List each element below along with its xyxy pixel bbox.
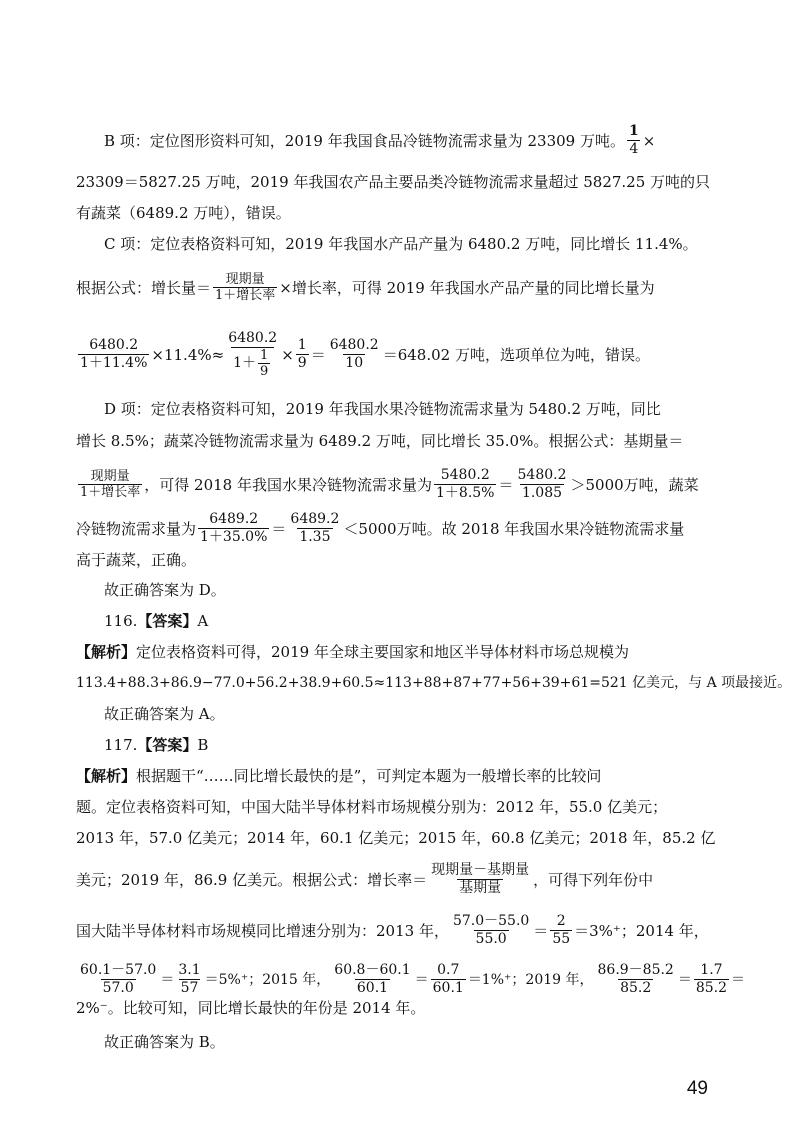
fraction-d4 (198, 511, 269, 546)
q117-line-6 (76, 962, 746, 997)
para-c-text-3a: ×11.4%≈ (151, 345, 225, 364)
times-sign: × (281, 345, 294, 364)
para-d-text-4a: 冷链物流需求量为 (76, 519, 197, 538)
fraction-num: 5480.2 (517, 467, 567, 483)
equals-sign: ＝ (271, 519, 287, 538)
q117-line-3 (76, 827, 714, 849)
fraction-base-formula (78, 469, 142, 500)
equals-sign: ＝ (533, 921, 549, 940)
fraction-num: 现期量 (90, 469, 130, 484)
para-d-text-3a: ，可得 2018 年我国水果冷链物流需求量为 (144, 475, 432, 494)
fraction-den: 1＋35.0% (200, 529, 268, 545)
para-c-text-2b: ×增长率，可得 2019 年我国水产品产量的同比增长量为 (279, 278, 655, 297)
q117-text-3: 2013 年，57.0 亿美元；2014 年，60.1 亿美元；2015 年，60.8 亿美元；2018 年，85.2 亿 (76, 829, 716, 847)
answer-label: 【答案】 (137, 736, 198, 754)
para-d-text-1: D 项：定位表格资料可知，2019 年我国水果冷链物流需求量为 5480.2 万吨，同比 (104, 400, 661, 418)
fraction-den: 1.085 (521, 485, 563, 501)
fraction-2013-b (550, 913, 572, 948)
fraction-num: 现期量－基期量 (431, 862, 530, 878)
fraction-den: 1.35 (299, 529, 331, 545)
para-c-text-1: C 项：定位表格资料可知，2019 年我国水产品产量为 6480.2 万吨，同比增长 11.4%。 (104, 235, 698, 253)
answer-value: B (197, 736, 209, 754)
q117-text-5c: ＝3%⁺；2014 年， (574, 921, 709, 940)
para-d-line-6 (104, 579, 714, 601)
q116-text-1: 定位表格资料可得，2019 年全球主要国家和地区半导体材料市场总规模为 (136, 643, 629, 661)
answer-value: A (197, 612, 209, 630)
fraction-num: 60.8－60.1 (334, 962, 411, 978)
fraction-num: 6480.2 (89, 337, 139, 353)
fraction-num: 现期量 (225, 272, 265, 287)
fraction-num: 1 (629, 123, 639, 139)
analysis-label: 【解析】 (76, 767, 137, 785)
q116-text-2: 113.4+88.3+86.9−77.0+56.2+38.9+60.5≈113+88+87+77+56+39+61=521 亿美元，与 A 项最接近。 (76, 675, 792, 691)
fraction-rate-formula (429, 862, 531, 897)
fraction-den: 9 (260, 364, 269, 379)
fraction-num: 57.0－55.0 (452, 913, 530, 929)
q117-text-4b: ，可得下列年份中 (533, 870, 654, 889)
fraction-den: 1＋增长率 (80, 485, 141, 500)
answer-line-117: 故正确答案为 B。 (104, 1033, 225, 1051)
fraction-num: 60.1－57.0 (80, 962, 157, 978)
para-b-line-3 (76, 202, 714, 224)
fraction-quarter (627, 123, 641, 158)
q117-header (104, 734, 714, 756)
q117-line-4 (76, 862, 714, 897)
q117-text-6d: ＝1%⁺；2019 年， (467, 971, 594, 988)
fraction-2019-b (694, 962, 729, 997)
fraction-den: 57 (180, 980, 199, 996)
q116-header (104, 610, 714, 632)
fraction-2014-b (176, 962, 202, 997)
para-c-line-3 (76, 330, 714, 379)
fraction-2015-a (332, 962, 412, 997)
question-number: 116. (104, 612, 138, 630)
fraction-num: 6480.2 (329, 337, 379, 353)
para-d-text-5: 高于蔬菜，正确。 (76, 551, 197, 569)
para-c-line-1 (104, 233, 714, 255)
para-d-text-2: 增长 8.5%；蔬菜冷链物流需求量为 6489.2 万吨，同比增长 35.0%。根据公式：基期量＝ (76, 432, 684, 450)
para-b-line-1 (104, 123, 714, 158)
equals-sign: ＝ (498, 475, 514, 494)
para-c-text-2a: 根据公式：增长量＝ (76, 278, 212, 297)
fraction-2019-a (596, 962, 676, 997)
q117-text-6b: ＝5%⁺；2015 年， (204, 971, 331, 988)
equals-sign: ＝ (160, 971, 175, 988)
fraction-d3 (516, 467, 569, 502)
equals-sign: ＝ (414, 971, 429, 988)
fraction-num: 3.1 (178, 962, 201, 978)
fraction-c4 (328, 337, 381, 372)
q117-text-4a: 美元；2019 年，86.9 亿美元。根据公式：增长率＝ (76, 870, 428, 889)
q117-text-5a: 国大陆半导体材料市场规模同比增速分别为：2013 年， (76, 921, 449, 940)
para-b-text-2: 23309＝5827.25 万吨，2019 年我国农产品主要品类冷链物流需求量超过 5827.25 万吨的只 (76, 173, 711, 191)
q117-text-7: 2%⁻。比较可知，同比增长最快的年份是 2014 年。 (76, 999, 426, 1017)
equals-sign: ＝ (310, 345, 326, 364)
para-d-line-4 (76, 511, 714, 546)
fraction-den: 55 (552, 931, 571, 947)
answer-line-d: 故正确答案为 D。 (104, 581, 226, 599)
para-d-line-2 (76, 430, 714, 452)
q116-line-2 (76, 672, 792, 694)
fraction-den: 60.1 (356, 980, 389, 996)
answer-label: 【答案】 (137, 612, 198, 630)
q116-line-1 (76, 641, 714, 663)
fraction-num: 2 (556, 913, 566, 929)
fraction-den: 1＋增长率 (215, 288, 276, 303)
q117-line-5 (76, 913, 714, 948)
fraction-den: 85.2 (620, 980, 652, 996)
fraction-num: 6489.2 (290, 511, 340, 527)
para-b-text-3: 有蔬菜（6489.2 万吨），错误。 (76, 204, 291, 222)
para-d-line-1 (104, 398, 714, 420)
analysis-label: 【解析】 (76, 643, 137, 661)
fraction-2013-a (451, 913, 531, 948)
fraction-den: 55.0 (475, 931, 507, 947)
q117-line-8 (104, 1031, 714, 1053)
fraction-2014-a (78, 962, 158, 997)
fraction-num: 1 (297, 337, 307, 353)
equals-sign: ＝ (677, 971, 692, 988)
q117-line-7 (76, 997, 714, 1019)
fraction-growth-formula (213, 272, 277, 303)
fraction-d5 (288, 511, 341, 546)
fraction-2015-b (431, 962, 466, 997)
fraction-inner (258, 348, 270, 379)
para-c-text-3d: ＝648.02 万吨，选项单位为吨，错误。 (382, 345, 650, 364)
fraction-num: 1.7 (700, 962, 723, 978)
q116-line-3 (104, 703, 714, 725)
fraction-den: 1＋8.5% (436, 485, 495, 501)
fraction-den: 10 (345, 355, 364, 371)
para-c-line-2 (76, 272, 714, 303)
fraction-den: 9 (297, 355, 307, 371)
fraction-den: 1＋11.4% (80, 355, 148, 371)
fraction-num: 6480.2 (228, 330, 278, 346)
fraction-den: 57.0 (102, 980, 134, 996)
fraction-den: 85.2 (695, 980, 728, 996)
fraction-num: 5480.2 (440, 467, 490, 483)
fraction-den-compound (231, 347, 274, 379)
q117-line-1 (76, 765, 714, 787)
page-number: 49 (686, 1078, 708, 1099)
q117-text-2: 题。定位表格资料可知，中国大陆半导体材料市场规模分别为：2012 年，55.0 亿美元； (76, 798, 668, 816)
para-d-line-3 (76, 467, 714, 502)
fraction-num: 6489.2 (209, 511, 259, 527)
para-b-text: B 项：定位图形资料可知，2019 年我国食品冷链物流需求量为 23309 万吨。 (104, 131, 625, 150)
question-number: 117. (104, 736, 138, 754)
fraction-den: 60.1 (432, 980, 464, 996)
para-d-text-3c: ＞5000万吨，蔬菜 (570, 475, 699, 494)
fraction-num: 1 (260, 348, 269, 363)
q117-text-1: 根据题干“……同比增长最快的是”，可判定本题为一般增长率的比较问 (136, 767, 602, 785)
fraction-num: 0.7 (437, 962, 460, 978)
q117-line-2 (76, 796, 714, 818)
fraction-c2 (226, 330, 279, 379)
fraction-den: 4 (629, 141, 639, 157)
fraction-d2 (434, 467, 496, 502)
equals-sign: ＝ (731, 971, 746, 988)
fraction-num: 86.9－85.2 (597, 962, 674, 978)
times-sign: × (642, 131, 656, 150)
den-lead: 1＋ (233, 355, 256, 371)
fraction-c1 (78, 337, 149, 372)
para-d-line-5 (76, 549, 714, 571)
para-b-line-2 (76, 171, 714, 193)
para-d-text-4c: ＜5000万吨。故 2018 年我国水果冷链物流需求量 (343, 519, 685, 538)
answer-line-116: 故正确答案为 A。 (104, 705, 225, 723)
fraction-den: 基期量 (459, 880, 502, 896)
fraction-c3 (296, 337, 309, 372)
